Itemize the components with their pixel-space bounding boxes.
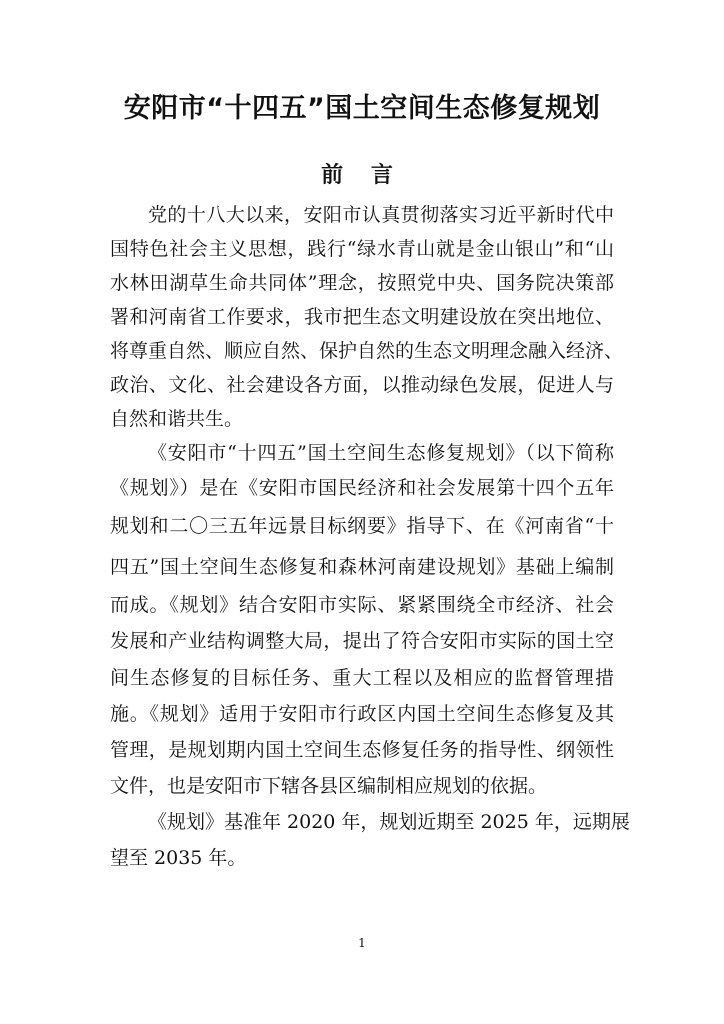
paragraph-1-line: 将尊重自然、顺应自然、保护自然的生态文明理念融入经济、 xyxy=(110,340,624,362)
paragraph-1-line: 国特色社会主义思想，践行“绿水青山就是金山银山”和“山 xyxy=(110,238,614,260)
paragraph-2-line: 四五”国土空间生态修复和森林河南建设规划》基础上编制 xyxy=(110,556,614,578)
paragraph-2-line: 规划和二〇三五年远景目标纲要》指导下、在《河南省“十 xyxy=(110,515,614,537)
paragraph-1-line: 政治、文化、社会建设各方面，以推动绿色发展，促进人与 xyxy=(110,374,614,396)
paragraph-3-line: 《规划》基准年 2020 年，规划近期至 2025 年，远期展 xyxy=(148,811,630,833)
paragraph-2-line: 间生态修复的目标任务、重大工程以及相应的监督管理措 xyxy=(110,667,614,689)
section-heading-preface: 前 言 xyxy=(321,163,403,188)
paragraph-1-line: 水林田湖草生命共同体”理念，按照党中央、国务院决策部 xyxy=(110,272,614,294)
paragraph-1-line: 署和河南省工作要求，我市把生态文明建设放在突出地位、 xyxy=(110,306,614,328)
paragraph-2-line: 管理，是规划期内国土空间生态修复任务的指导性、纲领性 xyxy=(110,739,614,761)
paragraph-2-line: 发展和产业结构调整大局，提出了符合安阳市实际的国土空 xyxy=(110,630,614,652)
paragraph-1-line: 党的十八大以来，安阳市认真贯彻落实习近平新时代中 xyxy=(148,204,614,226)
paragraph-2-line: 文件，也是安阳市下辖各县区编制相应规划的依据。 xyxy=(110,775,548,797)
page-number: 1 xyxy=(358,936,366,950)
paragraph-2-line: 《安阳市“十四五”国土空间生态修复规划》（以下简称 xyxy=(148,442,614,464)
paragraph-2-line: 《规划》）是在《安阳市国民经济和社会发展第十四个五年 xyxy=(110,477,614,499)
paragraph-2-line: 施。《规划》适用于安阳市行政区内国土空间生态修复及其 xyxy=(110,703,614,725)
paragraph-1-line: 自然和谐共生。 xyxy=(110,408,244,430)
document-title: 安阳市“十四五”国土空间生态修复规划 xyxy=(123,93,601,124)
paragraph-3-line: 望至 2035 年。 xyxy=(110,847,247,869)
paragraph-2-line: 而成。《规划》结合安阳市实际、紧紧围绕全市经济、社会 xyxy=(110,594,614,616)
